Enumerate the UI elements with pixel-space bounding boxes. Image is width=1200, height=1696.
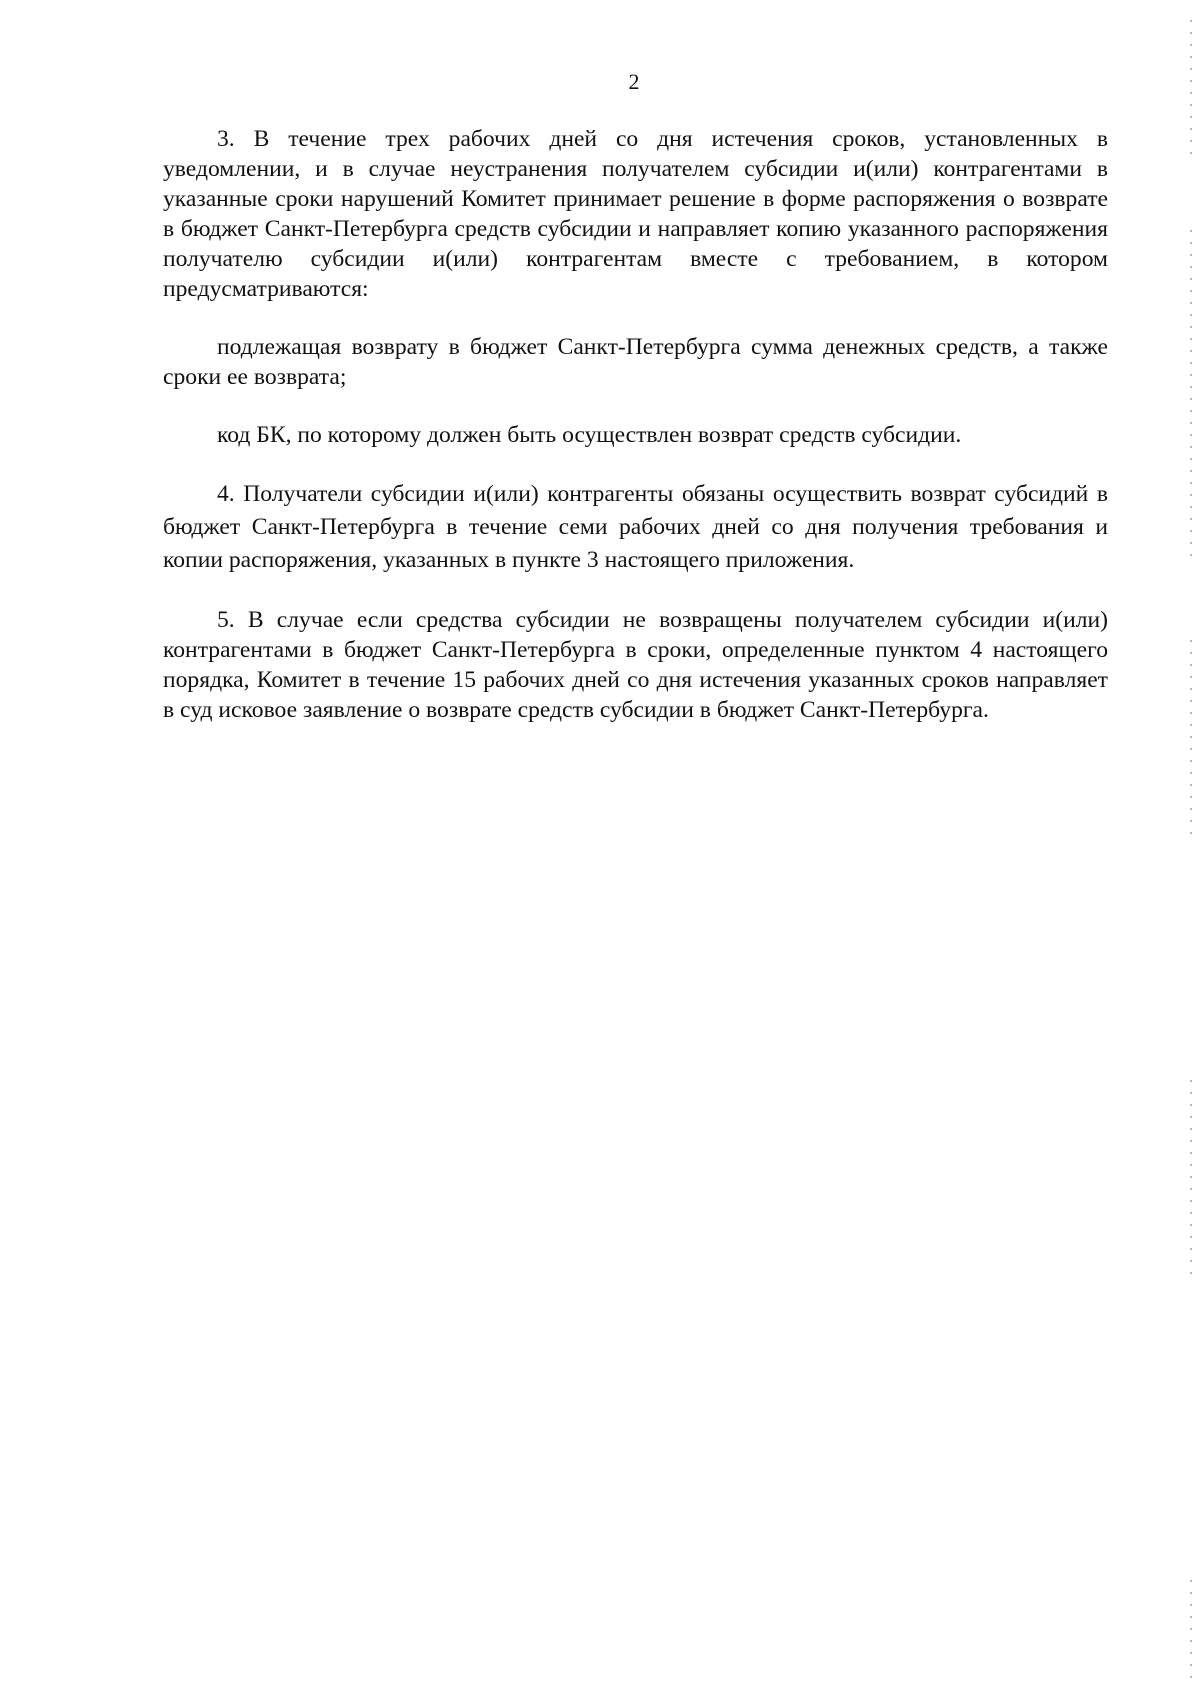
document-body xyxy=(163,124,1108,725)
paragraph-3: 3. В течение трех рабочих дней со дня истечения сроков, установленных в уведомлении, и в случае неустранения получателем субсидии и(или) контрагентами в указанные сроки нарушений Комитет принимает решение в форме распоряжения о возврате в бюджет Санкт-Петербурга средств субсидии и направляет копию указанного распоряжения получателю субсидии и(или) контрагентам вместе с требованием, в котором предусматриваются: xyxy=(163,126,1108,302)
scan-edge-marks xyxy=(1190,1580,1192,1680)
scan-edge-marks xyxy=(1190,640,1192,840)
scan-edge-marks xyxy=(1190,1080,1192,1280)
scan-edge-marks xyxy=(1190,230,1192,560)
paragraph-4: 4. Получатели субсидии и(или) контрагенты обязаны осуществить возврат субсидий в бюджет Санкт-Петербурга в течение семи рабочих дней со дня получения требования и копии распоряжения, указанных в пункте 3 настоящего приложения. xyxy=(163,481,1108,573)
paragraph-5: 5. В случае если средства субсидии не возвращены получателем субсидии и(или) контрагентами в бюджет Санкт-Петербурга в сроки, определенные пунктом 4 настоящего порядка, Комитет в течение 15 рабочих дней со дня истечения указанных сроков направляет в суд исковое заявление о возврате средств субсидии в бюджет Санкт-Петербурга. xyxy=(163,607,1108,723)
paragraph-budget-code: код БК, по которому должен быть осуществлен возврат средств субсидии. xyxy=(217,422,962,448)
page-number: 2 xyxy=(628,69,640,94)
scan-edge-marks xyxy=(1190,20,1192,160)
paragraph-amount-and-deadline: подлежащая возврату в бюджет Санкт-Петербурга сумма денежных средств, а также сроки ее возврата; xyxy=(163,334,1108,390)
